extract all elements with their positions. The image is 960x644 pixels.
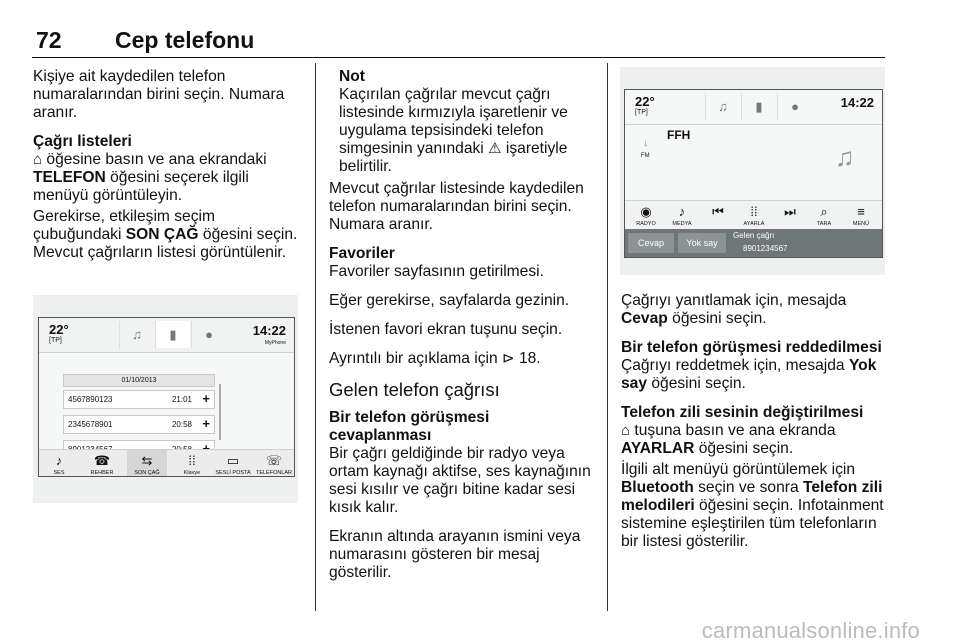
column-divider-1	[315, 63, 316, 611]
note-box	[339, 68, 595, 176]
paragraph: İlgili alt menüyü görüntülemek için Bluetooth seçin ve sonra Telefon zili melodileri öğesini seçin. Infotainment sistemine eşleştirilen tüm telefonların bir listesi gösterilir.	[621, 461, 884, 550]
watermark: carmanualsonline.info	[701, 618, 920, 643]
keypad-icon: ⁞⁞	[750, 204, 758, 219]
navigation-tab-icon[interactable]: ●	[191, 321, 226, 348]
page-number: 72	[36, 27, 62, 53]
subheading-answer: Bir telefon görüşmesi cevaplanması	[329, 409, 490, 444]
bar-item-sesli-posta[interactable]: ▭ SESLİ POSTA	[213, 453, 253, 477]
reject-button[interactable]: Yok say	[678, 233, 726, 253]
sound-icon: ♪	[55, 453, 63, 468]
paragraph: Eğer gerekirse, sayfalarda gezinin.	[329, 292, 570, 309]
warning-icon: ⚠	[488, 140, 502, 157]
column-2	[329, 68, 595, 593]
phone-tab-icon[interactable]: ▮	[741, 93, 776, 120]
table-row[interactable]: 2345678901 20:58 +	[63, 415, 215, 434]
bar-item-son-cag[interactable]: ⇆ SON ÇAĞ	[127, 450, 167, 476]
screenshot-call-list	[33, 295, 298, 503]
scrollbar[interactable]	[219, 384, 221, 440]
note-title: Not	[339, 68, 365, 85]
device-name: MyPhone	[264, 340, 286, 346]
media-icon: ♪	[678, 204, 686, 219]
status-bar	[39, 318, 294, 353]
paragraph: Mevcut çağrılar listesinde kaydedilen telefon numaralarından birini seçin. Numara aranır.	[329, 180, 584, 233]
keypad-icon: ⁞⁞	[188, 453, 196, 468]
column-1	[33, 68, 305, 273]
music-tab-icon[interactable]: ♫	[705, 93, 740, 120]
add-icon: +	[202, 391, 210, 406]
section-heading-call-lists: Çağrı listeleri	[33, 133, 132, 150]
temperature: 22°	[635, 94, 655, 109]
voicemail-icon: ▭	[226, 453, 240, 468]
incoming-call-banner	[625, 229, 882, 257]
bar-item-medya[interactable]: ♪ MEDYA	[669, 204, 695, 228]
bar-item-telefonlar[interactable]: ☏ TELEFONLAR	[255, 453, 293, 476]
incoming-call-label: Gelen çağrı	[733, 231, 775, 240]
bar-item-ayarla[interactable]: ⁞⁞ AYARLA	[739, 204, 769, 228]
subheading-reject: Bir telefon görüşmesi reddedilmesi	[621, 339, 882, 356]
call-list-date: 01/10/2013	[63, 374, 215, 387]
screenshot-incoming-call	[620, 67, 885, 275]
header-rule	[32, 57, 885, 58]
radio-icon: ◉	[640, 204, 652, 219]
clock: 14:22	[840, 95, 874, 110]
column-divider-2	[607, 63, 608, 611]
bar-item-klavye[interactable]: ⁞⁞ Klavye	[177, 453, 207, 477]
table-row[interactable]: 4567890123 21:01 +	[63, 390, 215, 409]
infotainment-screen	[624, 89, 883, 258]
band-indicator: FM	[641, 153, 650, 159]
bar-item-radyo[interactable]: ◉ RADYO	[633, 204, 659, 228]
phones-icon: ☏	[265, 453, 283, 468]
column-3	[621, 292, 893, 562]
subheading-ringtone: Telefon zili sesinin değiştirilmesi	[621, 404, 864, 421]
paragraph: Ekranın altında arayanın ismini veya numarasını gösteren bir mesaj gösterilir.	[329, 528, 581, 581]
interaction-bar	[625, 200, 882, 229]
bar-item-menu[interactable]: ≡ MENÜ	[847, 204, 875, 228]
paragraph: Bir çağrı geldiğinde bir radyo veya ortam kaynağı aktifse, ses kaynağının sesi kısılır ve çağrı bitine kadar sesi kısık kalır.	[329, 445, 591, 516]
tp-indicator: [TP]	[49, 337, 62, 344]
paragraph: Çağrıyı yanıtlamak için, mesajda Cevap öğesini seçin.	[621, 292, 847, 327]
clock: 14:22	[252, 323, 286, 338]
infotainment-screen	[38, 317, 295, 477]
paragraph: Ayrıntılı bir açıklama için ⊳ 18.	[329, 350, 541, 367]
tp-indicator: [TP]	[635, 109, 648, 116]
home-icon: ⌂	[33, 151, 43, 168]
incoming-call-number: 8901234567	[743, 244, 788, 253]
bar-item-ses[interactable]: ♪ SES	[45, 453, 73, 477]
bar-item-previous[interactable]	[705, 204, 731, 220]
status-bar	[625, 90, 882, 125]
answer-button[interactable]: Cevap	[628, 233, 674, 253]
previous-icon: ⏮	[712, 204, 724, 219]
section-heading-favorites: Favoriler	[329, 245, 395, 262]
contacts-icon: ☎	[93, 453, 111, 468]
page-title: Cep telefonu	[115, 27, 255, 53]
navigation-tab-icon[interactable]: ●	[777, 93, 812, 120]
recent-calls-icon: ⇆	[141, 453, 153, 468]
interaction-bar	[39, 449, 294, 476]
music-note-icon: ♫	[835, 142, 855, 172]
bar-item-rehber[interactable]: ☎ REHBER	[85, 453, 119, 477]
phone-tab-icon[interactable]: ▮	[155, 321, 190, 348]
bar-item-next[interactable]	[777, 204, 803, 220]
next-icon: ⏭	[784, 204, 796, 219]
music-tab-icon[interactable]: ♫	[119, 321, 154, 348]
menu-icon: ≡	[857, 204, 865, 219]
temperature: 22°	[49, 322, 69, 337]
paragraph: Gerekirse, etkileşim seçim çubuğundaki SON ÇAĞ öğesini seçin. Mevcut çağrıların listesi görüntülenir.	[33, 208, 298, 261]
reference-arrow-icon: ⊳	[502, 350, 515, 367]
home-icon: ⌂	[621, 422, 631, 439]
paragraph: ⌂ öğesine basın ve ana ekrandaki TELEFON öğesini seçerek ilgili menüyü görüntüleyin.	[33, 151, 267, 204]
station-name: FFH	[667, 128, 691, 142]
paragraph: Favoriler sayfasının getirilmesi.	[329, 263, 544, 280]
paragraph: ⌂ tuşuna basın ve ana ekranda AYARLAR öğesini seçin.	[621, 422, 836, 457]
section-heading-incoming: Gelen telefon çağrısı	[329, 379, 500, 400]
search-icon: ⌕	[820, 204, 828, 219]
paragraph: Çağrıyı reddetmek için, mesajda Yok say öğesini seçin.	[621, 357, 877, 392]
add-icon: +	[202, 416, 210, 431]
note-text: Kaçırılan çağrılar mevcut çağrı listesinde kırmızıyla işaretlenir ve uygulama tepsisindeki telefon simgesinin yanındaki ⚠ işaretiyle belirtilir.	[339, 86, 568, 175]
paragraph: Kişiye ait kaydedilen telefon numaralarından birini seçin. Numara aranır.	[33, 68, 285, 121]
antenna-icon: ↓	[643, 138, 648, 149]
paragraph: İstenen favori ekran tuşunu seçin.	[329, 321, 563, 338]
bar-item-tara[interactable]: ⌕ TARA	[811, 204, 837, 228]
